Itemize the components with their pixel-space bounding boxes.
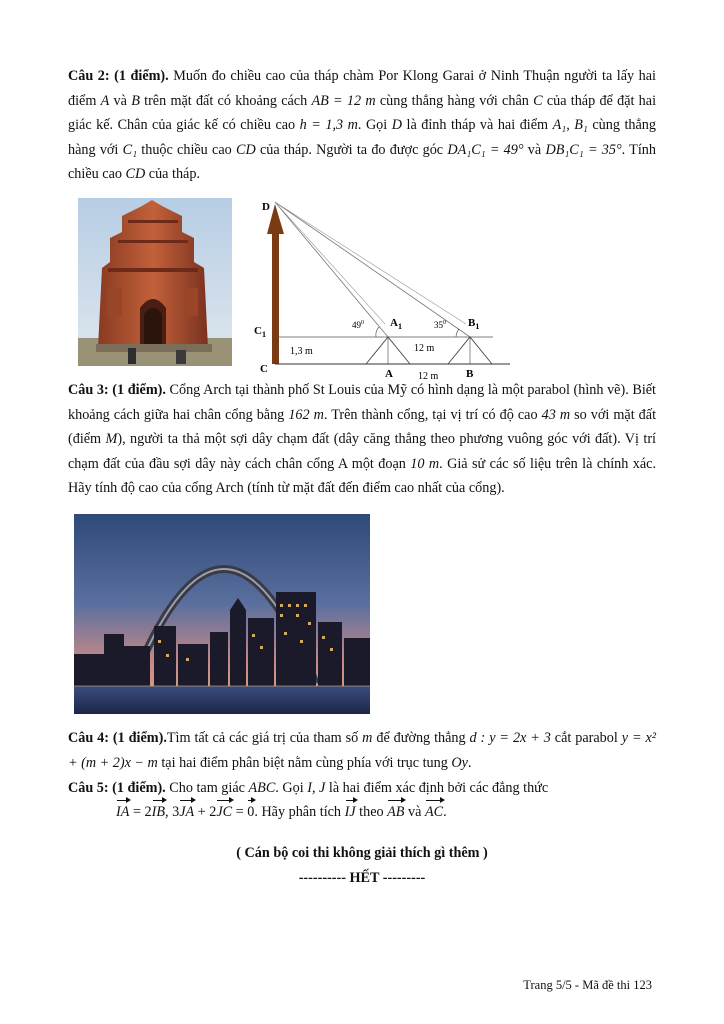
label-C1: $C_1$ — [254, 325, 266, 339]
question-2: Câu 2: (1 điểm). Muốn đo chiều cao của tháp chàm Por Klong Garai ở Ninh Thuận người ta lấy hai điểm A và B trên mặt đất có khoảng cách AB = 12 m cùng thẳng hàng với chân C của tháp để đặt hai giác kế. Chân của giác kế có chiều cao h = 1,3 m. Gọi D là đỉnh tháp và hai điểm A₁, B₁ cùng thẳng hàng với C₁ thuộc chiều cao CD của tháp. Người ta đo được góc DA₁C₁ = 49° và DB₁C₁ = 35°. Tính chiều cao CD của tháp. — [68, 68, 657, 182]
question-2-label: Câu 2: (1 điểm). — [68, 68, 169, 84]
label-A1: $A_1$ — [390, 317, 402, 331]
question-4: Câu 4: (1 điểm).Tìm tất cả các giá trị của tham số m để đường thẳng d : y = 2x + 3 cắt parabol y = x² + (m + 2)x − m tại hai điểm phân biệt nằm cùng phía với trục tung Oy. — [68, 730, 657, 771]
question-5-equations: IA = 2IB, 3JA + 2JC = 0. Hãy phân tích IJ theo AB và AC. — [68, 800, 656, 825]
question-3: Câu 3: (1 điểm). Cổng Arch tại thành phố St Louis của Mỹ có hình dạng là một parabol (hình vẽ). Biết khoảng cách giữa hai chân cổng bằng 162 m. Trên thành cổng, tại vị trí có độ cao 43 m so với mặt đất (điểm M), người ta thả một sợi dây chạm đất (dây căng thẳng theo phương vuông góc với đất). Vị trí chạm đất của đầu sợi dây này cách chân cổng A một đoạn 10 m. Giả sử các số liệu trên là chính xác. Hãy tính độ cao của cổng Arch (tính từ mặt đất đến điểm cao nhất của cổng). — [68, 382, 657, 496]
height-label: 1,3 m — [290, 346, 313, 357]
closing-note: ( Cán bộ coi thi không giải thích gì thêm ) — [236, 845, 488, 861]
page-footer: Trang 5/5 - Mã đề thi 123 — [523, 978, 652, 992]
tower-diagram — [248, 196, 516, 382]
length-label-upper: 12 m — [414, 343, 435, 354]
label-A: A — [385, 368, 393, 380]
label-C: C — [260, 363, 268, 375]
length-label-lower: 12 m — [418, 371, 439, 382]
end-marker: ---------- HẾT --------- — [298, 870, 426, 886]
question-4-label: Câu 4: (1 điểm). — [68, 730, 167, 746]
question-3-label: Câu 3: (1 điểm). — [68, 382, 166, 398]
arch-photo — [74, 514, 370, 714]
label-B1: $B_1$ — [468, 317, 480, 331]
label-B: B — [466, 368, 474, 380]
angle-35-label: $35^0$ — [434, 320, 446, 330]
question-5: Câu 5: (1 điểm). Cho tam giác ABC. Gọi I, J là hai điểm xác định bởi các đẳng thức — [68, 780, 549, 796]
tower-photo — [78, 198, 232, 366]
angle-49-label: $49^0$ — [352, 320, 364, 330]
tower-arrow — [267, 204, 284, 364]
question-5-label: Câu 5: (1 điểm). — [68, 780, 166, 796]
label-D: D — [262, 201, 270, 213]
